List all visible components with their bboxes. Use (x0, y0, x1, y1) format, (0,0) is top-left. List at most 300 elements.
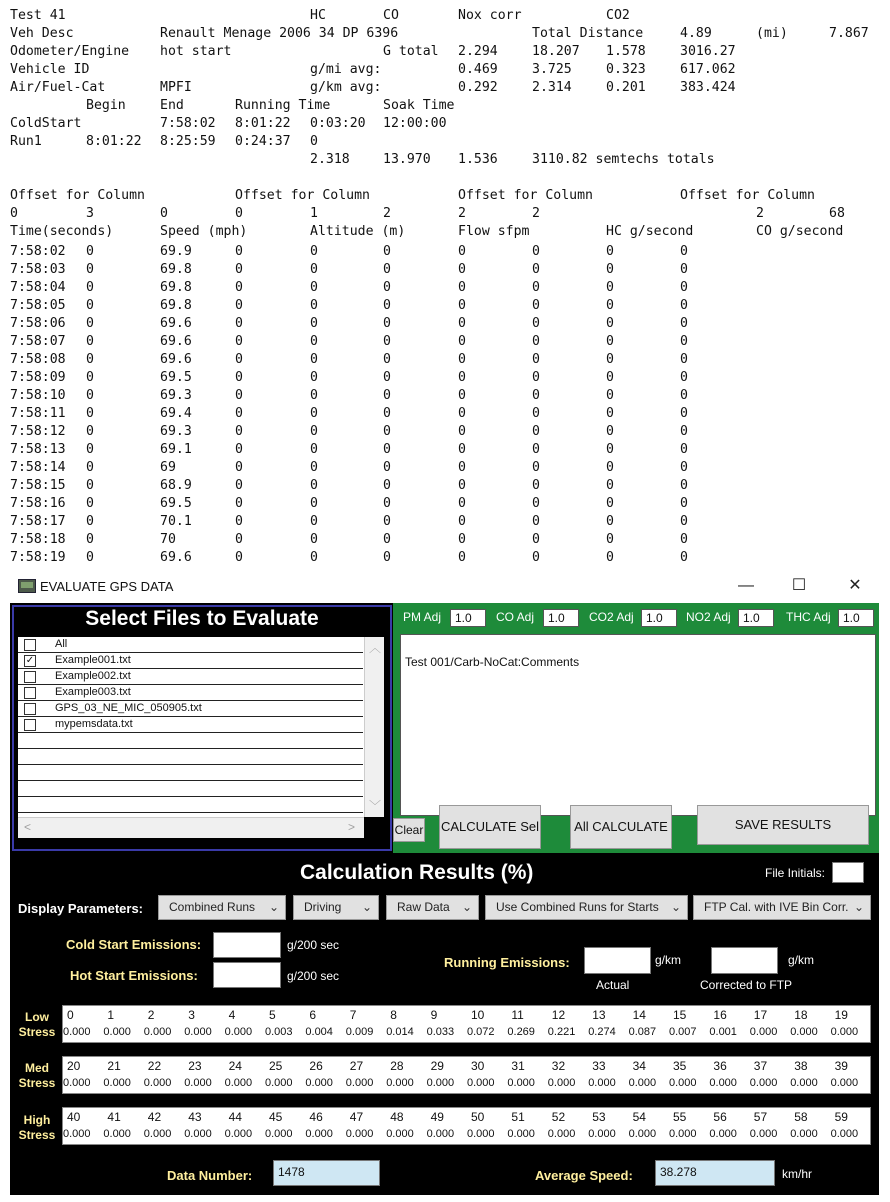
file-list-horizontal-scrollbar[interactable] (18, 817, 364, 838)
row-col1: 0 (86, 334, 94, 349)
hc-header: HC (310, 8, 326, 23)
total-distance-mi: 4.89 (680, 26, 712, 41)
scroll-up-icon[interactable]: ︿ (369, 641, 382, 655)
row-zero: 0 (383, 334, 391, 349)
runs-dropdown-value: Combined Runs (169, 900, 256, 914)
pm-adj-input[interactable]: 1.0 (450, 609, 486, 627)
row-speed: 68.9 (160, 478, 192, 493)
running-actual-input[interactable] (584, 947, 651, 974)
bin-value: 0.274 (588, 1026, 616, 1038)
stress-bin (184, 1108, 225, 1144)
bin-value: 0.000 (63, 1128, 91, 1140)
row-zero: 0 (680, 442, 688, 457)
row-col1: 0 (86, 262, 94, 277)
row-zero: 0 (680, 514, 688, 529)
runs-dropdown[interactable] (158, 895, 286, 920)
stress-bin (750, 1108, 791, 1144)
row-zero: 0 (235, 478, 243, 493)
row-zero: 0 (532, 424, 540, 439)
bin-number: 18 (794, 1008, 808, 1022)
semtech-totals: 3110.82 semtechs totals (532, 152, 715, 167)
bin-number: 20 (67, 1059, 81, 1073)
row-zero: 0 (458, 532, 466, 547)
comments-text: Test 001/Carb-NoCat:Comments (405, 655, 580, 669)
maximize-button[interactable]: ☐ (791, 577, 807, 594)
stress-bin (669, 1006, 710, 1042)
close-button[interactable]: ✕ (848, 577, 862, 594)
bin-value: 0.000 (588, 1077, 616, 1089)
cold-start-unit: g/200 sec (287, 938, 340, 952)
stress-bin (831, 1006, 872, 1042)
row-zero: 0 (235, 334, 243, 349)
file-checkbox[interactable] (24, 703, 36, 715)
stress-bin (386, 1108, 427, 1144)
row-zero: 0 (606, 550, 614, 565)
running-corrected-input[interactable] (711, 947, 778, 974)
stress-bin (750, 1057, 791, 1093)
co2-header: CO2 (606, 8, 630, 23)
row-speed: 69.6 (160, 550, 192, 565)
all-calculate-button[interactable]: All CALCULATE (570, 805, 672, 849)
row-time: 7:58:19 (10, 550, 66, 565)
file-checkbox[interactable] (24, 655, 36, 667)
file-list-item[interactable] (18, 669, 363, 685)
bin-value: 0.087 (628, 1026, 657, 1038)
bin-value: 0.000 (345, 1077, 374, 1089)
bin-value: 0.000 (305, 1128, 333, 1140)
bin-number: 30 (471, 1059, 485, 1073)
row-zero: 0 (310, 442, 318, 457)
stress-bin (305, 1057, 346, 1093)
row-time: 7:58:07 (10, 334, 66, 349)
co-column-header: CO g/second (756, 224, 844, 239)
file-list-item[interactable] (18, 765, 363, 781)
actual-label: Actual (596, 978, 630, 992)
coldstart-running: 0:03:20 (310, 116, 366, 131)
bin-value: 0.001 (709, 1026, 737, 1038)
bin-number: 29 (430, 1059, 444, 1073)
bin-value: 0.000 (224, 1026, 253, 1038)
gmi-hc: 0.469 (458, 62, 498, 77)
file-checkbox[interactable] (24, 639, 36, 651)
bin-number: 5 (269, 1008, 276, 1022)
row-zero: 0 (680, 532, 688, 547)
data-number-field[interactable]: 1478 (273, 1160, 380, 1186)
coldstart-label: ColdStart (10, 116, 82, 131)
no2-adj-input[interactable]: 1.0 (738, 609, 774, 627)
bin-value: 0.000 (143, 1077, 172, 1089)
data-type-dropdown-value: Raw Data (397, 900, 450, 914)
bin-number: 4 (228, 1008, 236, 1022)
row-zero: 0 (606, 388, 614, 403)
total-distance-label: Total Distance (532, 26, 644, 41)
bin-value: 0.000 (467, 1077, 495, 1089)
bin-value: 0.000 (103, 1026, 131, 1038)
bin-number: 23 (188, 1059, 202, 1073)
bin-value: 0.000 (790, 1128, 818, 1140)
file-list-item[interactable] (18, 653, 363, 669)
row-zero: 0 (458, 370, 466, 385)
row-col1: 0 (86, 442, 94, 457)
stress-bin (709, 1057, 750, 1093)
row-zero: 0 (383, 316, 391, 331)
file-checkbox[interactable] (24, 687, 36, 699)
file-name: GPS_03_NE_MIC_050905.txt (55, 702, 202, 714)
bin-value: 0.000 (547, 1077, 576, 1089)
bin-number: 22 (147, 1059, 162, 1073)
row-zero: 0 (680, 424, 688, 439)
stress-bin (588, 1006, 629, 1042)
gmi-co2: 617.062 (680, 62, 736, 77)
average-speed-field[interactable]: 38.278 (655, 1160, 775, 1186)
stress-bin (548, 1006, 589, 1042)
co2-adj-label: CO2 Adj (589, 610, 634, 624)
clear-button[interactable]: Clear (393, 818, 425, 842)
high-stress-label-line2: Stress (18, 1128, 56, 1142)
row-zero: 0 (680, 460, 688, 475)
bin-value: 0.000 (386, 1128, 414, 1140)
file-name: Example003.txt (55, 686, 131, 698)
row-zero: 0 (680, 550, 688, 565)
bin-number: 38 (794, 1059, 808, 1073)
bin-number: 26 (309, 1059, 323, 1073)
offset-label-4: Offset for Column (680, 188, 815, 203)
row-col1: 0 (86, 496, 94, 511)
cold-start-input[interactable] (213, 932, 281, 958)
chevron-down-icon: ⌄ (670, 900, 681, 914)
bin-number: 8 (390, 1008, 397, 1022)
row-zero: 0 (606, 352, 614, 367)
stress-bin (144, 1057, 185, 1093)
stress-bin (63, 1057, 104, 1093)
row-zero: 0 (235, 424, 243, 439)
time-column-header: Time(seconds) (10, 224, 114, 239)
mode-dropdown[interactable] (293, 895, 379, 920)
bin-number: 12 (551, 1008, 566, 1022)
bin-value: 0.000 (507, 1128, 535, 1140)
row-zero: 0 (383, 298, 391, 313)
row-zero: 0 (532, 388, 540, 403)
file-list-vertical-scrollbar[interactable] (364, 637, 384, 817)
cold-start-label: Cold Start Emissions: (66, 937, 202, 952)
bin-number: 43 (188, 1110, 202, 1124)
chevron-down-icon: ⌄ (361, 900, 372, 914)
stress-bin (629, 1006, 670, 1042)
bin-number: 17 (753, 1008, 768, 1022)
begin-header: Begin (86, 98, 126, 113)
row-zero: 0 (532, 334, 540, 349)
stress-bin (709, 1108, 750, 1144)
stress-bin (346, 1108, 387, 1144)
save-results-button[interactable]: SAVE RESULTS (697, 805, 869, 845)
row-zero: 0 (532, 298, 540, 313)
gkm-co: 2.314 (532, 80, 572, 95)
stress-bin (790, 1108, 831, 1144)
gkm-hc: 0.292 (458, 80, 498, 95)
stress-bin (669, 1108, 710, 1144)
bin-value: 0.000 (386, 1077, 414, 1089)
soak-time-header: Soak Time (383, 98, 455, 113)
ftp-cal-dropdown[interactable] (693, 895, 871, 920)
row-zero: 0 (606, 262, 614, 277)
row-zero: 0 (532, 460, 540, 475)
row-zero: 0 (310, 406, 318, 421)
stress-bin (548, 1057, 589, 1093)
row-zero: 0 (680, 370, 688, 385)
bin-number: 0 (67, 1008, 74, 1022)
row-zero: 0 (310, 280, 318, 295)
file-initials-input[interactable] (832, 862, 864, 883)
bin-number: 11 (511, 1008, 524, 1022)
row-speed: 70 (160, 532, 176, 547)
running-corrected-unit: g/km (788, 953, 815, 967)
row-zero: 0 (606, 370, 614, 385)
file-list-item[interactable] (18, 637, 363, 653)
offset-value: 0 (235, 206, 243, 221)
bin-number: 51 (511, 1110, 525, 1124)
file-list-item[interactable] (18, 701, 363, 717)
file-list-item[interactable] (18, 733, 363, 749)
comments-textarea[interactable] (400, 634, 876, 816)
bin-value: 0.009 (345, 1026, 374, 1038)
bin-value: 0.000 (224, 1128, 253, 1140)
row-zero: 0 (235, 352, 243, 367)
hot-start-input[interactable] (213, 962, 281, 988)
bin-value: 0.000 (669, 1077, 697, 1089)
bin-value: 0.000 (265, 1128, 293, 1140)
row-col1: 0 (86, 424, 94, 439)
row-zero: 0 (680, 262, 688, 277)
row-zero: 0 (606, 460, 614, 475)
stress-bin (467, 1057, 508, 1093)
total-distance-km: 7.867 (829, 26, 869, 41)
bin-value: 0.000 (547, 1128, 576, 1140)
stress-bin (225, 1057, 266, 1093)
row-col1: 0 (86, 388, 94, 403)
row-zero: 0 (458, 298, 466, 313)
file-list-item[interactable] (18, 717, 363, 733)
row-speed: 69.4 (160, 406, 192, 421)
stress-bin (144, 1006, 185, 1042)
bin-value: 0.000 (426, 1077, 455, 1089)
row-zero: 0 (458, 496, 466, 511)
row-speed: 69.6 (160, 316, 192, 331)
row-time: 7:58:11 (10, 406, 66, 421)
bin-number: 44 (228, 1110, 242, 1124)
row-zero: 0 (235, 370, 243, 385)
row-zero: 0 (310, 334, 318, 349)
row-time: 7:58:14 (10, 460, 66, 475)
gmi-co: 3.725 (532, 62, 572, 77)
file-name: Example001.txt (55, 654, 131, 666)
offset-value: 2 (532, 206, 540, 221)
bin-value: 0.033 (426, 1026, 455, 1038)
bin-number: 14 (632, 1008, 646, 1022)
file-list-item[interactable] (18, 781, 363, 797)
bin-number: 27 (349, 1059, 364, 1073)
row-col1: 0 (86, 460, 94, 475)
row-zero: 0 (606, 298, 614, 313)
coldstart-soak: 12:00:00 (383, 116, 447, 131)
low-stress-label (12, 1010, 62, 1040)
row-time: 7:58:08 (10, 352, 66, 367)
row-zero: 0 (606, 406, 614, 421)
bin-number: 16 (713, 1008, 727, 1022)
thc-adj-input[interactable]: 1.0 (838, 609, 874, 627)
starts-dropdown[interactable] (485, 895, 688, 920)
row-col1: 0 (86, 352, 94, 367)
chevron-down-icon: ⌄ (461, 900, 472, 914)
gmi-avg-label: g/mi avg: (310, 62, 382, 77)
row-zero: 0 (532, 550, 540, 565)
bin-value: 0.004 (305, 1026, 333, 1038)
row-col1: 0 (86, 316, 94, 331)
file-list-item[interactable] (18, 685, 363, 701)
calculation-results-title: Calculation Results (%) (300, 861, 534, 884)
running-actual-unit: g/km (655, 953, 682, 967)
test-label: Test 41 (10, 8, 66, 23)
row-speed: 70.1 (160, 514, 192, 529)
row-zero: 0 (310, 388, 318, 403)
stress-bin (305, 1108, 346, 1144)
bin-number: 58 (794, 1110, 808, 1124)
row-speed: 69.6 (160, 352, 192, 367)
file-list-item[interactable] (18, 749, 363, 765)
row-time: 7:58:12 (10, 424, 66, 439)
row-time: 7:58:09 (10, 370, 66, 385)
row-zero: 0 (235, 244, 243, 259)
med-stress-bin-grid (62, 1056, 871, 1094)
med-stress-label-line2: Stress (18, 1076, 56, 1090)
stress-bin (588, 1057, 629, 1093)
offset-value: 0 (160, 206, 168, 221)
file-checkbox[interactable] (24, 671, 36, 683)
row-col1: 0 (86, 370, 94, 385)
bin-value: 0.000 (507, 1077, 535, 1089)
bin-number: 46 (309, 1110, 323, 1124)
row-zero: 0 (383, 406, 391, 421)
offset-label-3: Offset for Column (458, 188, 593, 203)
co-adj-input[interactable]: 1.0 (543, 609, 579, 627)
checkmark-icon: ✓ (25, 655, 35, 666)
row-zero: 0 (310, 532, 318, 547)
row-zero: 0 (235, 514, 243, 529)
minimize-button[interactable]: — (738, 577, 754, 594)
bin-number: 3 (188, 1008, 195, 1022)
bin-number: 37 (753, 1059, 768, 1073)
row-zero: 0 (680, 352, 688, 367)
file-list[interactable] (18, 637, 364, 817)
stress-bin (427, 1057, 468, 1093)
bin-value: 0.269 (507, 1026, 535, 1038)
stress-bin (588, 1108, 629, 1144)
row-zero: 0 (310, 550, 318, 565)
co2-adj-input[interactable]: 1.0 (641, 609, 677, 627)
calculate-sel-button[interactable]: CALCULATE Sel (439, 805, 541, 849)
bin-value: 0.000 (790, 1077, 818, 1089)
run1-soak: 0 (310, 134, 318, 149)
row-zero: 0 (235, 532, 243, 547)
row-time: 7:58:06 (10, 316, 66, 331)
scroll-left-icon[interactable]: < (24, 820, 32, 834)
hot-start-label: Hot Start Emissions: (70, 968, 198, 983)
row-zero: 0 (680, 298, 688, 313)
bin-value: 0.000 (749, 1026, 778, 1038)
stress-bin (103, 1057, 144, 1093)
stress-bin (63, 1006, 104, 1042)
bin-number: 35 (673, 1059, 687, 1073)
bin-number: 1 (107, 1008, 115, 1022)
row-zero: 0 (310, 424, 318, 439)
row-zero: 0 (383, 244, 391, 259)
bin-value: 0.000 (749, 1128, 778, 1140)
bin-number: 57 (753, 1110, 768, 1124)
stress-bin (265, 1057, 306, 1093)
bin-value: 0.000 (103, 1128, 131, 1140)
row-zero: 0 (235, 298, 243, 313)
bin-number: 32 (551, 1059, 566, 1073)
stress-bin (790, 1057, 831, 1093)
row-zero: 0 (235, 442, 243, 457)
gkm-avg-label: g/km avg: (310, 80, 382, 95)
semtech-nox: 1.536 (458, 152, 498, 167)
med-stress-label (12, 1061, 62, 1091)
stress-bin (507, 1057, 548, 1093)
file-checkbox[interactable] (24, 719, 36, 731)
scroll-down-icon[interactable]: ﹀ (369, 799, 382, 813)
bin-number: 48 (390, 1110, 404, 1124)
g-total-co: 18.207 (532, 44, 580, 59)
stress-bin (305, 1006, 346, 1042)
bin-value: 0.000 (426, 1128, 455, 1140)
air-fuel-label: Air/Fuel-Cat (10, 80, 106, 95)
bin-number: 50 (471, 1110, 485, 1124)
file-name: All (55, 638, 68, 650)
bin-value: 0.000 (184, 1128, 212, 1140)
row-zero: 0 (680, 406, 688, 421)
row-time: 7:58:05 (10, 298, 66, 313)
row-speed: 69.3 (160, 424, 192, 439)
co-adj-label: CO Adj (496, 610, 535, 624)
row-zero: 0 (532, 370, 540, 385)
thc-adj-label: THC Adj (786, 610, 831, 624)
offset-label-1: Offset for Column (10, 188, 145, 203)
bin-value: 0.000 (143, 1026, 172, 1038)
data-type-dropdown[interactable] (386, 895, 479, 920)
row-speed: 69 (160, 460, 176, 475)
stress-bin (467, 1006, 508, 1042)
file-list-item[interactable] (18, 797, 363, 813)
row-zero: 0 (606, 532, 614, 547)
low-stress-label-line1: Low (25, 1010, 49, 1024)
file-initials-label: File Initials: (765, 866, 826, 880)
bin-number: 13 (592, 1008, 606, 1022)
bin-number: 25 (269, 1059, 283, 1073)
hc-column-header: HC g/second (606, 224, 694, 239)
run1-running: 0:24:37 (235, 134, 291, 149)
bin-number: 41 (107, 1110, 121, 1124)
scroll-right-icon[interactable]: > (348, 820, 356, 834)
run1-label: Run1 (10, 134, 42, 149)
row-speed: 69.5 (160, 370, 192, 385)
bin-number: 19 (834, 1008, 848, 1022)
row-speed: 69.8 (160, 298, 192, 313)
row-zero: 0 (458, 388, 466, 403)
bin-value: 0.000 (184, 1077, 212, 1089)
row-zero: 0 (606, 496, 614, 511)
bin-value: 0.000 (709, 1128, 737, 1140)
row-zero: 0 (235, 406, 243, 421)
